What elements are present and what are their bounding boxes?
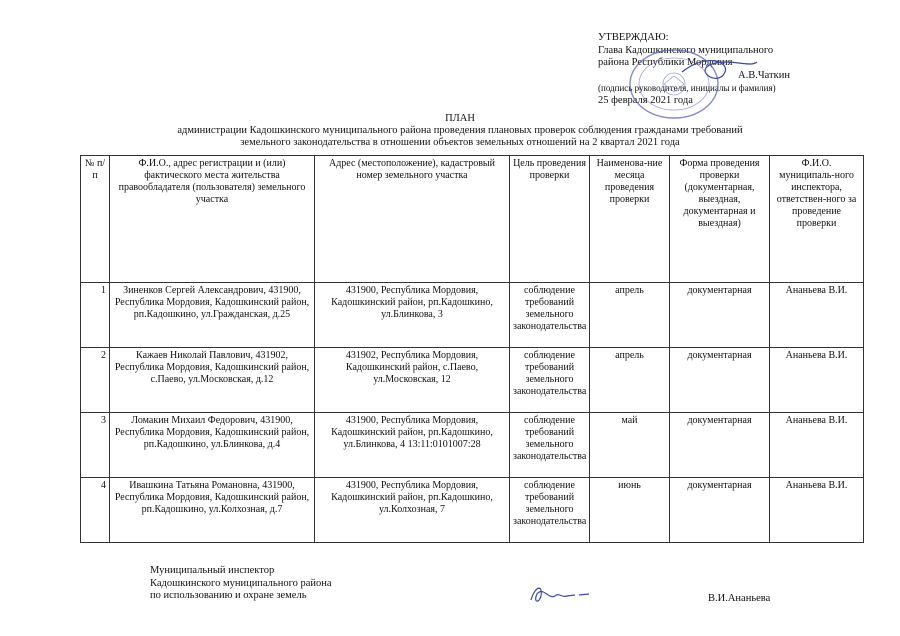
footer-signature-block <box>150 565 450 603</box>
row-month: апрель <box>590 348 670 413</box>
row-inspector: Ананьева В.И. <box>770 413 864 478</box>
row-purpose: соблюдение требований земельного законодательства <box>510 348 590 413</box>
approval-position-line1: Глава Кадошкинского муниципального <box>598 44 774 56</box>
header-form: Форма проведения проверки (документарная, выездная, документарная и выездная) <box>670 156 770 283</box>
row-form: документарная <box>670 348 770 413</box>
approval-signature-note: (подпись руководителя, инициалы и фамилия) <box>598 83 776 93</box>
row-inspector: Ананьева В.И. <box>770 283 864 348</box>
approval-heading: УТВЕРЖДАЮ: <box>598 32 669 43</box>
row-num: 3 <box>81 413 110 478</box>
header-owner: Ф.И.О., адрес регистрации и (или) фактического места жительства правообладателя (пользователя) земельного участка <box>110 156 315 283</box>
table-row <box>81 348 864 413</box>
handwritten-signature <box>525 578 595 608</box>
row-inspector: Ананьева В.И. <box>770 478 864 543</box>
row-owner: Ломакин Михаил Федорович, 431900, Республика Мордовия, Кадошкинский район, рп.Кадошкино, ул.Блинкова, д.4 <box>110 413 315 478</box>
table-row <box>81 413 864 478</box>
footer-line2: Кадошкинского муниципального района <box>150 577 332 589</box>
row-purpose: соблюдение требований земельного законодательства <box>510 283 590 348</box>
row-purpose: соблюдение требований земельного законодательства <box>510 478 590 543</box>
header-purpose: Цель проведения проверки <box>510 156 590 283</box>
header-month: Наименова-ние месяца проведения проверки <box>590 156 670 283</box>
approval-signer: А.В.Чаткин <box>738 69 790 81</box>
row-form: документарная <box>670 478 770 543</box>
row-num: 2 <box>81 348 110 413</box>
row-form: документарная <box>670 283 770 348</box>
approval-date: 25 февраля 2021 года <box>598 94 693 106</box>
row-owner: Кажаев Николай Павлович, 431902, Республика Мордовия, Кадошкинский район, с.Паево, ул.Московская, д.12 <box>110 348 315 413</box>
plan-title <box>100 113 820 149</box>
row-address: 431900, Республика Мордовия, Кадошкинский район, рп.Кадошкино, ул.Колхозная, 7 <box>315 478 510 543</box>
row-address: 431900, Республика Мордовия, Кадошкинский район, рп.Кадошкино, ул.Блинкова, 3 <box>315 283 510 348</box>
row-month: июнь <box>590 478 670 543</box>
row-purpose: соблюдение требований земельного законодательства <box>510 413 590 478</box>
footer-name: В.И.Ананьева <box>708 593 771 604</box>
row-num: 4 <box>81 478 110 543</box>
header-address: Адрес (местоположение), кадастровый номер земельного участка <box>315 156 510 283</box>
plan-title-line2: администрации Кадошкинского муниципального района проведения плановых проверок соблюдения гражданами требований <box>177 125 743 136</box>
plan-table <box>80 155 864 543</box>
approval-block <box>598 32 858 107</box>
table-header-row <box>81 156 864 283</box>
approval-position-line2: района Республики Мордовия <box>598 57 733 68</box>
row-owner: Ивашкина Татьяна Романовна, 431900, Республика Мордовия, Кадошкинский район, рп.Кадошкино, ул.Колхозная, д.7 <box>110 478 315 543</box>
row-num: 1 <box>81 283 110 348</box>
header-num: № п/п <box>81 156 110 283</box>
plan-title-line3: земельного законодательства в отношении объектов земельных отношений на 2 квартал 2021 года <box>240 137 680 148</box>
row-owner: Зиненков Сергей Александрович, 431900, Республика Мордовия, Кадошкинский район, рп.Кадошкино, ул.Гражданская, д.25 <box>110 283 315 348</box>
table-row <box>81 283 864 348</box>
table-row <box>81 478 864 543</box>
plan-title-line1: ПЛАН <box>445 113 475 124</box>
row-form: документарная <box>670 413 770 478</box>
footer-line1: Муниципальный инспектор <box>150 565 275 576</box>
row-address: 431902, Республика Мордовия, Кадошкинский район, с.Паево, ул.Московская, 12 <box>315 348 510 413</box>
row-month: апрель <box>590 283 670 348</box>
header-inspector: Ф.И.О. муниципаль-ного инспектора, ответствен-ного за проведение проверки <box>770 156 864 283</box>
row-month: май <box>590 413 670 478</box>
footer-line3: по использованию и охране земель <box>150 590 307 601</box>
row-address: 431900, Республика Мордовия, Кадошкинский район, рп.Кадошкино, ул.Блинкова, 4 13:11:0101007:28 <box>315 413 510 478</box>
row-inspector: Ананьева В.И. <box>770 348 864 413</box>
